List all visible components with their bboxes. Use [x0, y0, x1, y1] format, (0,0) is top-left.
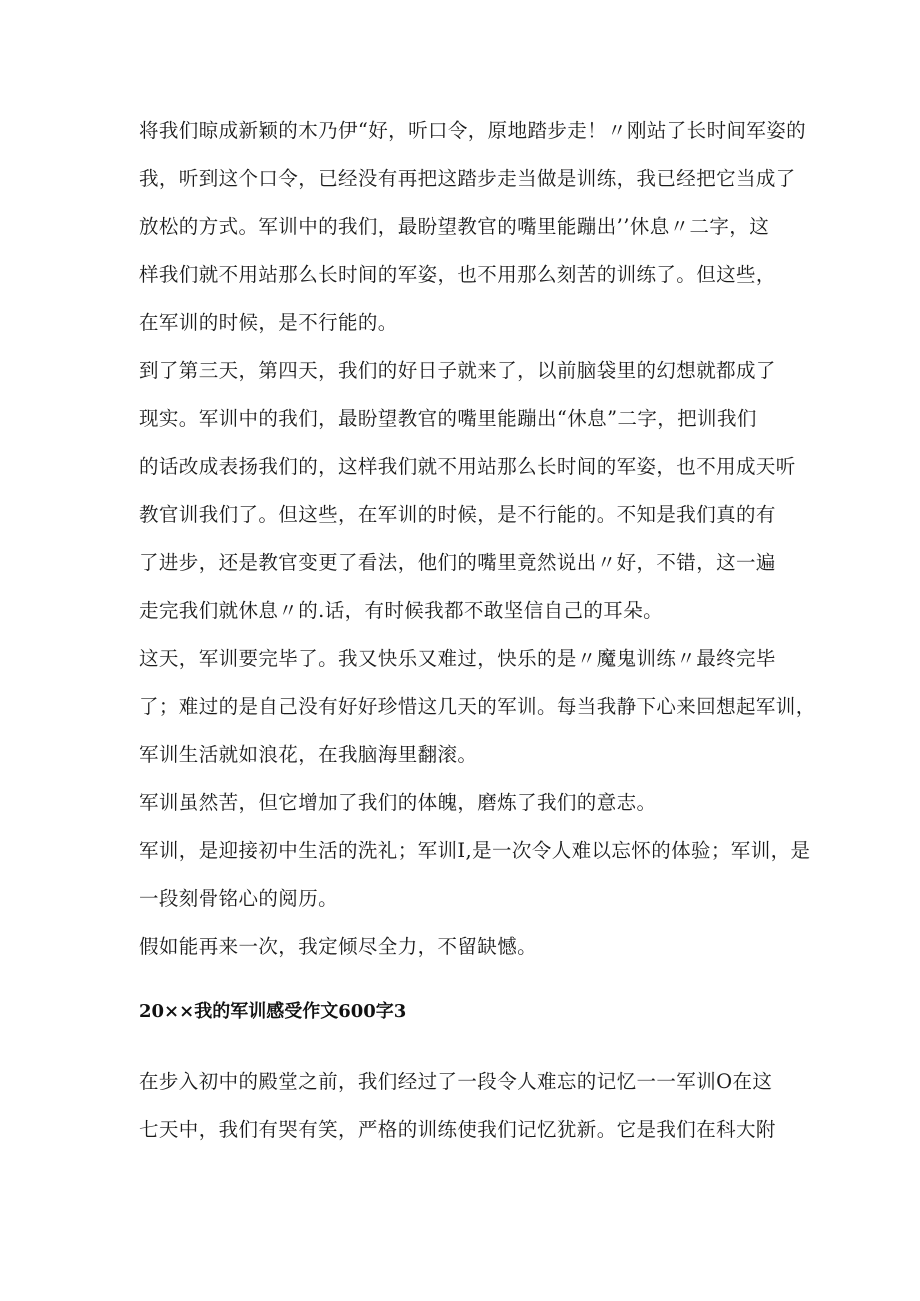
text-line: 我，听到这个口令，已经没有再把这踏步走当做是训练，我已经把它当成了 [139, 167, 796, 190]
text-line: 七天中，我们有哭有笑，严格的训练使我们记忆犹新。它是我们在科大附 [139, 1118, 776, 1141]
text-line: 假如能再来一次，我定倾尽全力，不留缺憾。 [139, 935, 538, 958]
text-line: 教官训我们了。但这些，在军训的时候，是不行能的。不知是我们真的有 [139, 503, 776, 526]
text-line: 放松的方式。军训中的我们，最盼望教官的嘴里能蹦出’’休息〃二字，这 [139, 215, 770, 238]
text-line: 在步入初中的殿堂之前，我们经过了一段令人难忘的记忆一一军训O在这 [139, 1070, 773, 1093]
text-line: 现实。军训中的我们，最盼望教官的嘴里能蹦出“休息”二字，把训我们 [139, 407, 757, 430]
text-line: 军训生活就如浪花，在我脑海里翻滚。 [139, 743, 478, 766]
text-line: 一段刻骨铭心的阅历。 [139, 887, 339, 910]
text-line: 军训虽然苦，但它增加了我们的体魄，磨炼了我们的意志。 [139, 791, 657, 814]
text-line: 军训，是迎接初中生活的洗礼；军训I,是一次令人难以忘怀的体验；军训，是 [139, 839, 811, 862]
section-heading: 20××我的军训感受作文600字3 [139, 1001, 407, 1022]
text-line: 了进步，还是教官变更了看法，他们的嘴里竟然说出〃好，不错，这一遍 [139, 551, 776, 574]
text-line: 样我们就不用站那么长时间的军姿，也不用那么刻苦的训练了。但这些， [139, 263, 776, 286]
text-line: 的话改成表扬我们的，这样我们就不用站那么长时间的军姿，也不用成天听 [139, 455, 796, 478]
body-text-block-1 [139, 107, 816, 971]
text-line: 这天，军训要完毕了。我又快乐又难过，快乐的是〃魔鬼训练〃最终完毕 [139, 647, 776, 670]
text-line: 将我们晾成新颖的木乃伊“好，听口令，原地踏步走！〃刚站了长时间军姿的 [139, 119, 807, 142]
text-line: 走完我们就休息〃的.话，有时候我都不敢坚信自己的耳朵。 [139, 599, 663, 622]
body-text-block-2 [139, 1058, 799, 1154]
text-line: 到了第三天，第四天，我们的好日子就来了，以前脑袋里的幻想就都成了 [139, 359, 776, 382]
text-line: 在军训的时候，是不行能的。 [139, 311, 398, 334]
text-line: 了；难过的是自己没有好好珍惜这几天的军训。每当我静下心来回想起军训， [139, 695, 816, 718]
